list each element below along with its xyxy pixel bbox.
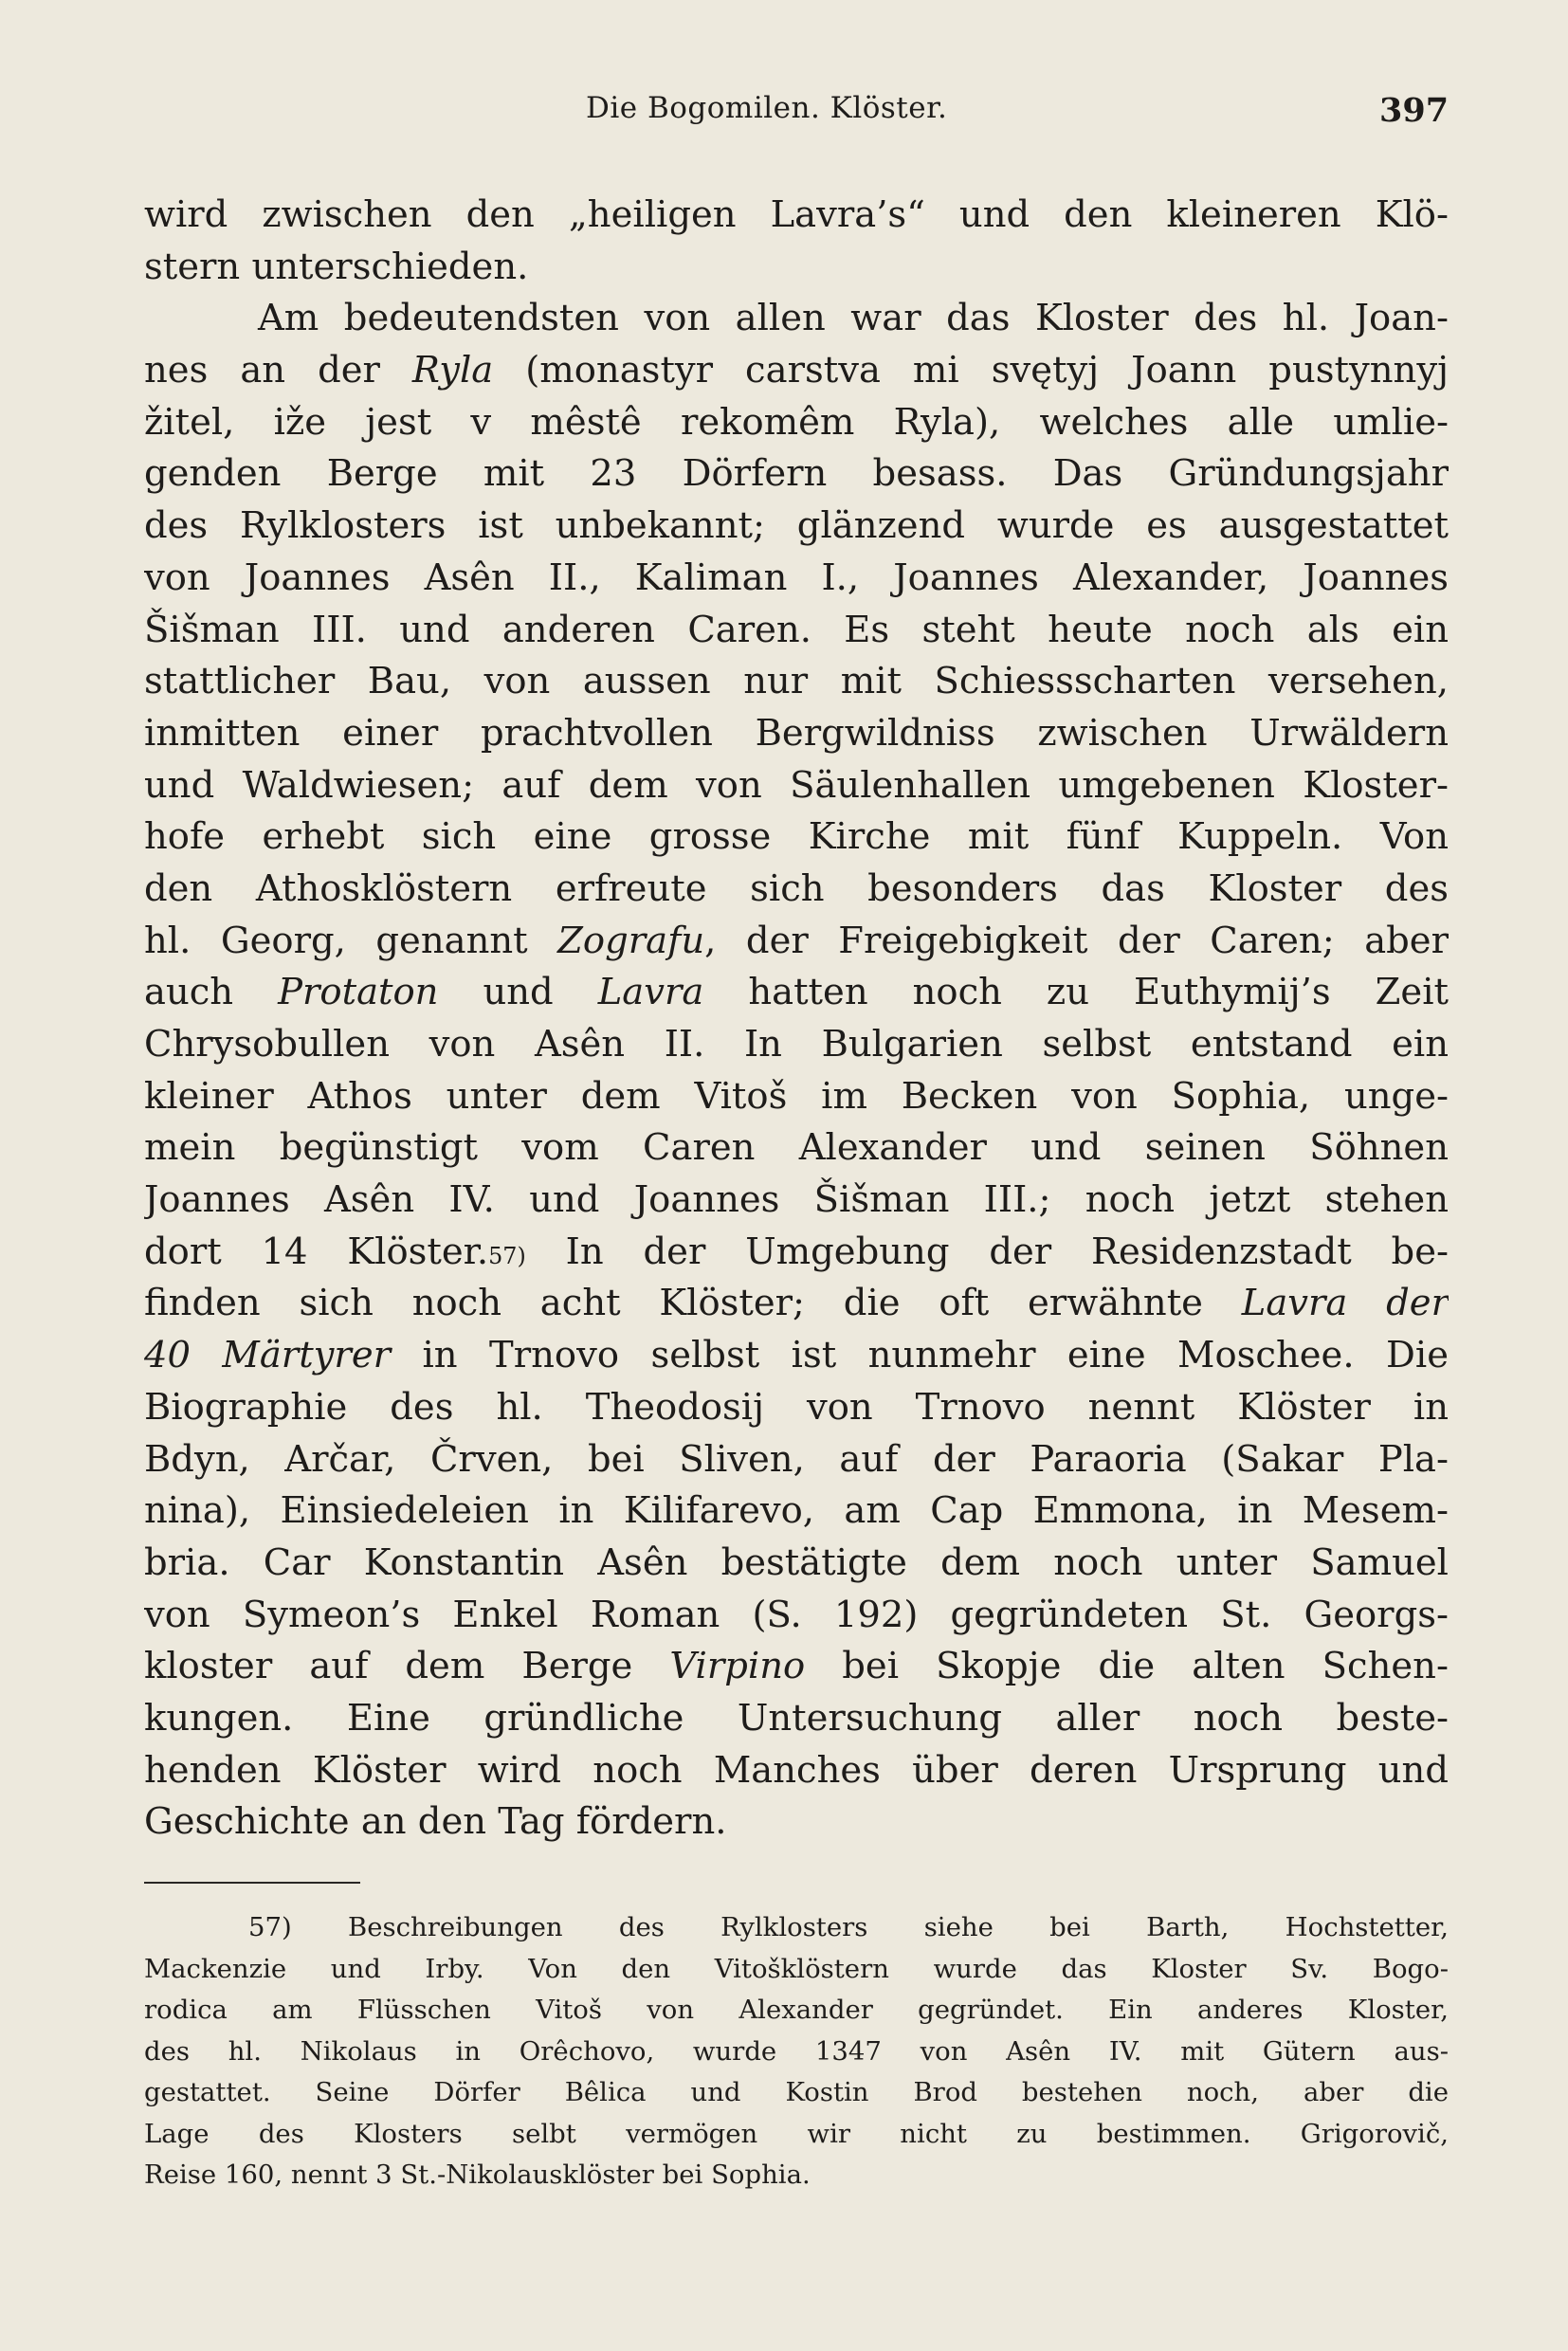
text-line: Geschichte an den Tag fördern. [144,1800,727,1844]
italic-term: Zografu [557,919,705,962]
text-line: hofe erhebt sich eine grosse Kirche mit fünf Kuppeln. Von [144,815,1449,859]
text-line: kleiner Athos unter dem Vitoš im Becken von Sophia, unge- [144,1074,1449,1118]
text-line: den Athosklöstern erfreute sich besonders das Kloster des [144,866,1449,910]
footnote-line: rodica am Flüsschen Vitoš von Alexander gegründet. Ein anderes Kloster, [144,1995,1449,2025]
text-line: finden sich noch acht Klöster; die oft erwähnte Lavra der [144,1282,1449,1325]
footnote-line: gestattet. Seine Dörfer Bêlica und Kostin Brod bestehen noch, aber die [144,2077,1449,2107]
text-line: mein begünstigt vom Caren Alexander und seinen Söhnen [144,1126,1449,1170]
page-number: 397 [1379,91,1449,130]
footnote-ref[interactable]: 57) [488,1242,526,1269]
footnote-line: des hl. Nikolaus in Orêchovo, wurde 1347 von Asên IV. mit Gütern aus- [144,2035,1449,2067]
footnote-line: Lage des Klosters selbt vermögen wir nicht zu bestimmen. Grigorovič, [144,2118,1449,2149]
text-line: genden Berge mit 23 Dörfern besass. Das Gründungsjahr [144,452,1449,496]
italic-term: 40 Märtyrer [144,1334,392,1377]
text-line: Joannes Asên IV. und Joannes Šišman III.; noch jetzt stehen [144,1178,1449,1222]
italic-term: Lavra der [1241,1282,1449,1325]
footnote-line: Mackenzie und Irby. Von den Vitošklöstern wurde das Kloster Sv. Bogo- [144,1953,1449,1984]
text-line: nes an der Ryla (monastyr carstva mi svętyj Joann pustynnyj [144,349,1449,392]
text-line: Bdyn, Arčar, Črven, bei Sliven, auf der Paraoria (Sakar Pla- [144,1437,1449,1481]
text-line: stern unterschieden. [144,245,529,288]
text-line: von Joannes Asên II., Kaliman I., Joannes Alexander, Joannes [144,556,1449,599]
text-line: kloster auf dem Berge Virpino bei Skopje die alten Schen- [144,1645,1449,1688]
text-line: Chrysobullen von Asên II. In Bulgarien selbst entstand ein [144,1023,1449,1066]
text-line: hl. Georg, genannt Zografu, der Freigebigkeit der Caren; aber [144,919,1449,962]
text-line: wird zwischen den „heiligen Lavra’s“ und den kleineren Klö- [144,193,1449,236]
text-line: henden Klöster wird noch Manches über deren Ursprung und [144,1748,1449,1792]
footnote-divider [144,1882,360,1884]
text-line: und Waldwiesen; auf dem von Säulenhallen umgebenen Kloster- [144,763,1449,807]
text-line: von Symeon’s Enkel Roman (S. 192) gegründeten St. Georgs- [144,1593,1449,1636]
text-line: nina), Einsiedeleien in Kilifarevo, am Cap Emmona, in Mesem- [144,1489,1449,1533]
italic-term: Ryla [411,349,494,392]
text-line: 40 Märtyrer in Trnovo selbst ist nunmehr eine Moschee. Die [144,1334,1449,1377]
text-line: Biographie des hl. Theodosij von Trnovo nennt Klöster in [144,1385,1449,1429]
running-title: Die Bogomilen. Klöster. [586,91,948,125]
footnote-line: Reise 160, nennt 3 St.-Nikolausklöster bei Sophia. [144,2160,811,2190]
text-line: žitel, iže jest v mêstê rekomêm Ryla), welches alle umlie- [144,400,1449,444]
text-line: auch Protaton und Lavra hatten noch zu Euthymij’s Zeit [144,971,1449,1014]
text-line: Am bedeutendsten von allen war das Kloster des hl. Joan- [258,297,1449,340]
italic-term: Protaton [278,971,439,1014]
text-line: bria. Car Konstantin Asên bestätigte dem noch unter Samuel [144,1540,1449,1584]
text-line: dort 14 Klöster.$^{57)}$ In der Umgebung der Residenzstadt be- [144,1230,1449,1273]
text-line: des Rylklosters ist unbekannt; glänzend wurde es ausgestattet [144,504,1449,548]
text-line: inmitten einer prachtvollen Bergwildniss zwischen Urwäldern [144,711,1449,755]
text-line: kungen. Eine gründliche Untersuchung aller noch beste- [144,1696,1449,1740]
main-text [144,190,1449,1849]
text-line: Šišman III. und anderen Caren. Es steht heute noch als ein [144,608,1449,651]
footnotes [144,1907,1449,2196]
page-header [0,91,1568,137]
italic-term: Lavra [597,971,704,1014]
italic-term: Virpino [669,1645,806,1688]
text-line: stattlicher Bau, von aussen nur mit Schiessscharten versehen, [144,660,1449,703]
footnote-line: 57) Beschreibungen des Rylklosters siehe bei Barth, Hochstetter, [248,1912,1449,1942]
